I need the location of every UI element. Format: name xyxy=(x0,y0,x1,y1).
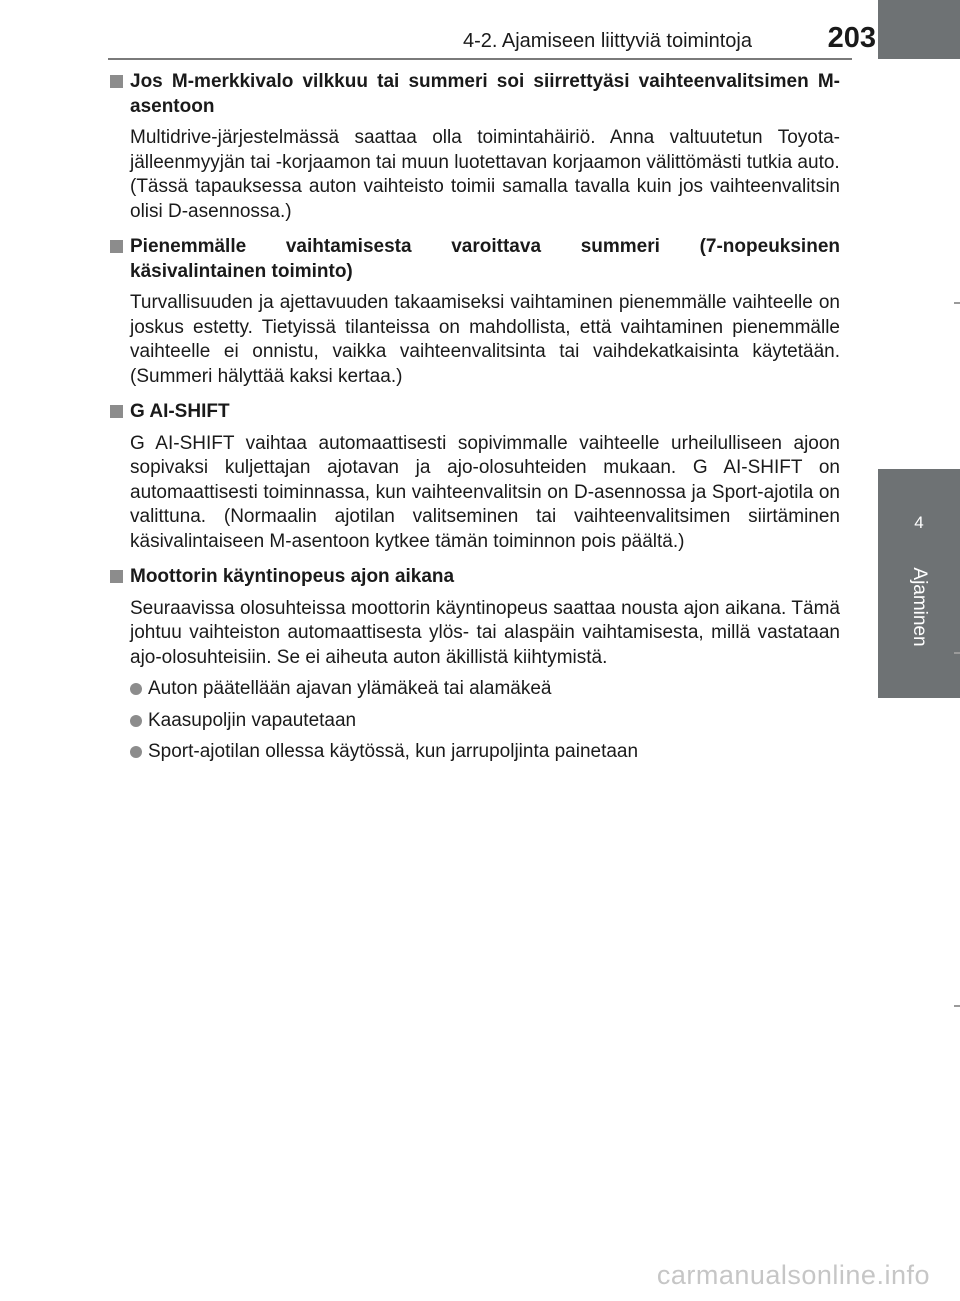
section-engine-speed xyxy=(108,565,840,765)
page-number: 203 xyxy=(827,22,876,54)
paragraph: G AI-SHIFT vaihtaa automaattisesti sopivimmalle vaihteelle urheilulliseen ajoon sopivaksi kuljettajan ajotavan ja ajo-olosuhteiden mukaan. G AI-SHIFT on automaattisesti toiminnassa, kun vaihteenvalitsin on D-asennossa ja Sport-ajotila on valittuna. (Normaalin ajotilan valitseminen tai vaihteenvalitsimen siirtäminen käsivalintaiseen M-asentoon kytkee tämän toiminnon pois päältä.) xyxy=(130,432,840,552)
section-body xyxy=(108,432,840,555)
section-heading xyxy=(108,235,840,284)
square-bullet-icon xyxy=(110,405,123,418)
page-header xyxy=(0,0,960,60)
section-body xyxy=(108,291,840,389)
circle-bullet-icon xyxy=(130,715,142,727)
watermark: carmanualsonline.info xyxy=(656,1260,930,1290)
paragraph: (Tässä tapauksessa auton vaihteisto toimii samalla tavalla kuin jos vaihteenvalitsin olisi D-asennossa.) xyxy=(130,176,840,222)
section-heading xyxy=(108,565,840,590)
list-item-text: Auton päätellään ajavan ylämäkeä tai alamäkeä xyxy=(148,678,552,699)
top-edge-tab xyxy=(878,0,960,59)
section-title: 4-2. Ajamiseen liittyviä toimintoja xyxy=(462,30,752,52)
paragraph: Seuraavissa olosuhteissa moottorin käyntinopeus saattaa nousta ajon aikana. Tämä johtuu vaihteiston automaattisesta ylös- tai alaspäin vaihtamisesta, millä vastataan ajo-olosuhteisiin. Se ei aiheuta auton äkillistä kiihtymistä. xyxy=(130,597,840,668)
section-heading-text: Moottorin käyntinopeus ajon aikana xyxy=(130,566,455,587)
section-m-indicator xyxy=(108,70,840,224)
section-heading-text: Jos M-merkkivalo vilkkuu tai summeri soi siirrettyäsi vaihteenvalitsimen M-asentoon xyxy=(130,71,840,117)
chapter-tab xyxy=(878,469,960,698)
circle-bullet-icon xyxy=(130,683,142,695)
square-bullet-icon xyxy=(110,240,123,253)
paragraph: Multidrive-järjestelmässä saattaa olla toimintahäiriö. Anna valtuutetun Toyota-jälleenmyyjän tai -korjaamon tai muun luotettavan korjaamon välittömästi tutkia auto. xyxy=(130,127,840,173)
chapter-title: Ajaminen xyxy=(909,567,930,647)
edge-mark xyxy=(954,302,960,304)
list-item xyxy=(108,677,840,702)
header-divider xyxy=(108,58,852,60)
edge-mark xyxy=(954,652,960,654)
section-g-ai-shift xyxy=(108,400,840,554)
list-item-text: Kaasupoljin vapautetaan xyxy=(148,709,357,731)
section-heading xyxy=(108,70,840,119)
list-item xyxy=(108,709,840,734)
section-heading-text: Pienemmälle vaihtamisesta varoittava summeri (7-nopeuksinen käsivalintainen toiminto) xyxy=(130,236,840,282)
section-downshift-buzzer xyxy=(108,235,840,389)
list-item xyxy=(108,740,840,765)
list-item-text: Sport-ajotilan ollessa käytössä, kun jarrupoljinta painetaan xyxy=(148,741,639,762)
square-bullet-icon xyxy=(110,570,123,583)
paragraph: Turvallisuuden ja ajettavuuden takaamiseksi vaihtaminen pienemmälle vaihteelle on joskus estetty. Tietyissä tilanteissa on mahdollista, että vaihtaminen pienemmälle vaihteelle ei onnistu, vaikka vaihteenvalitsinta tai vaihdekatkaisinta käytetään. (Summeri hälyttää kaksi kertaa.) xyxy=(130,292,840,387)
square-bullet-icon xyxy=(110,75,123,88)
chapter-number: 4 xyxy=(914,513,924,532)
edge-mark xyxy=(954,1005,960,1007)
circle-bullet-icon xyxy=(130,746,142,758)
section-heading-text: G AI-SHIFT xyxy=(130,401,230,422)
section-heading xyxy=(108,400,840,425)
section-body xyxy=(108,126,840,224)
section-body xyxy=(108,597,840,671)
page-content xyxy=(108,70,840,776)
